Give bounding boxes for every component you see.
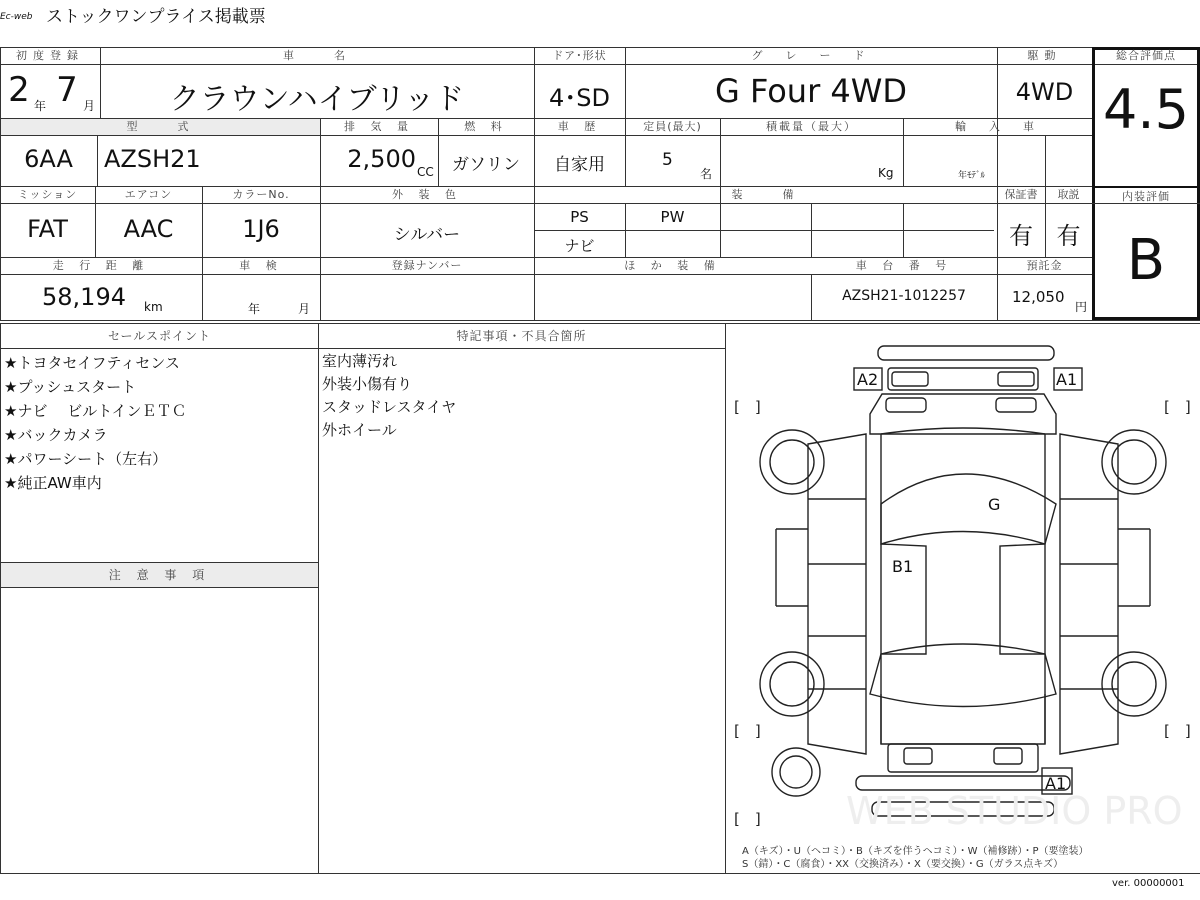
list-item: ★純正AW車内 (4, 474, 102, 492)
mission: FAT (27, 215, 68, 243)
chassis-label: 車 台 番 号 (855, 259, 953, 272)
overall-score: 4.5 (1103, 78, 1189, 141)
import-year-unit: 年ﾓﾃﾞﾙ (958, 171, 986, 181)
door-shape-label: ドア･形状 (552, 49, 607, 62)
car-name-label: 車 名 (283, 49, 351, 62)
car-name: クラウンハイブリッド (169, 82, 465, 117)
bracket: [ ] (1164, 398, 1191, 416)
mark-front-right: A1 (1056, 370, 1078, 389)
list-item: ★ナビ ビルトインＥＴＣ (4, 402, 187, 420)
manual-label: 取説 (1057, 188, 1080, 201)
exterior-color: シルバー (393, 225, 461, 245)
list-item: ★パワーシート（左右） (4, 450, 168, 468)
car-damage-diagram (726, 324, 1200, 840)
other-equipment-label: ほ か 装 備 (624, 259, 721, 272)
list-item: ★トヨタセイフティセンス (4, 354, 180, 372)
grade-label: グ レ ー ド (751, 49, 871, 62)
bracket: [ ] (1164, 722, 1191, 740)
drive-label: 駆動 (1027, 49, 1062, 62)
bracket: [ ] (734, 398, 761, 416)
bracket: [ ] (734, 722, 761, 740)
legend-line: A（キズ）・U（ヘコミ）・B（キズを伴うヘコミ）・W（補修跡）・P（要塗装） (742, 846, 1089, 857)
aircon: AAC (123, 215, 174, 243)
equip-pw: PW (660, 208, 685, 226)
sales-points-list (4, 351, 186, 495)
displacement-label: 排 気 量 (344, 120, 414, 133)
inspection-year-unit: 年 (248, 302, 261, 316)
grade: G Four 4WD (714, 72, 908, 110)
equip-ps: PS (570, 208, 589, 226)
mileage-label: 走 行 距 離 (52, 259, 150, 272)
inspection-label: 車 検 (239, 259, 283, 272)
capacity-unit: 名 (700, 167, 713, 181)
load-unit: Kg (878, 166, 894, 180)
year-unit: 年 (34, 99, 47, 113)
list-item: 外装小傷有り (322, 375, 413, 393)
list-item: ★バックカメラ (4, 426, 108, 444)
list-item: スタッドレスタイヤ (322, 398, 457, 416)
usage: 自家用 (554, 155, 605, 175)
mark-side: B1 (892, 557, 914, 576)
aircon-label: エアコン (124, 188, 173, 201)
fuel-label: 燃 料 (464, 120, 508, 133)
model-label: 型 式 (1, 119, 320, 135)
legend-line: S（錆）・C（腐食）・XX（交換済み）・X（要交換）・G（ガラス点キズ） (742, 859, 1064, 870)
list-item: 外ホイール (322, 421, 397, 439)
warranty-label: 保証書 (1004, 188, 1038, 201)
warranty: 有 (1009, 222, 1033, 250)
inspection-month-unit: 月 (298, 302, 311, 316)
displacement: 2,500 (347, 145, 416, 173)
displacement-unit: CC (417, 165, 434, 179)
remarks-list (322, 350, 456, 442)
version: ver. 00000001 (1112, 878, 1185, 889)
mark-roof: G (988, 495, 1001, 514)
equipment-label: 装 備 (731, 188, 800, 201)
overall-score-label: 総合評価点 (1116, 49, 1176, 62)
bracket: [ ] (734, 810, 761, 828)
deposit-unit: 円 (1075, 300, 1088, 314)
mileage: 58,194 (42, 283, 126, 311)
interior-score: B (1126, 228, 1166, 293)
import-label: 輸 入 車 (955, 120, 1040, 133)
deposit-label: 預託金 (1026, 259, 1063, 272)
mark-front-left: A2 (857, 370, 879, 389)
usage-label: 車 歴 (557, 120, 602, 133)
exterior-color-label: 外 装 色 (392, 188, 462, 201)
deposit: 12,050 (1012, 288, 1065, 306)
damage-legend (742, 845, 1200, 871)
registration-month: 7 (56, 70, 78, 110)
drive: 4WD (1015, 78, 1074, 106)
sales-points-label: セールスポイント (108, 329, 211, 343)
month-unit: 月 (83, 99, 96, 113)
load-label: 積載量（最大） (766, 120, 857, 133)
model-code: AZSH21 (104, 145, 201, 173)
watermark: WEB STUDIO PRO (846, 789, 1183, 833)
mileage-unit: km (144, 300, 163, 314)
model-prefix: 6AA (24, 145, 73, 173)
cautions-label: 注 意 事 項 (1, 563, 318, 587)
mission-label: ミッション (17, 188, 78, 201)
fuel: ガソリン (452, 155, 520, 175)
list-item: ★プッシュスタート (4, 378, 137, 396)
plate-label: 登録ナンバー (391, 259, 463, 272)
manual: 有 (1056, 222, 1081, 250)
capacity: 5 (662, 150, 673, 170)
door-shape: 4･SD (549, 84, 610, 112)
color-no-label: カラーNo. (232, 188, 290, 201)
remarks-label: 特記事項・不具合箇所 (456, 329, 587, 343)
color-no: 1J6 (242, 215, 280, 243)
logo: Ec-web (0, 12, 33, 22)
registration-year: 2 (8, 70, 30, 110)
list-item: 室内薄汚れ (322, 352, 398, 370)
interior-score-label: 内装評価 (1122, 190, 1170, 203)
capacity-label: 定員(最大) (643, 120, 702, 133)
chassis-number: AZSH21-1012257 (842, 288, 966, 304)
page-title: ストックワンプライス掲載票 (46, 7, 266, 27)
mark-rear: A1 (1045, 774, 1067, 793)
first-registration-label: 初度登録 (16, 49, 84, 62)
equip-navi: ナビ (564, 237, 595, 255)
